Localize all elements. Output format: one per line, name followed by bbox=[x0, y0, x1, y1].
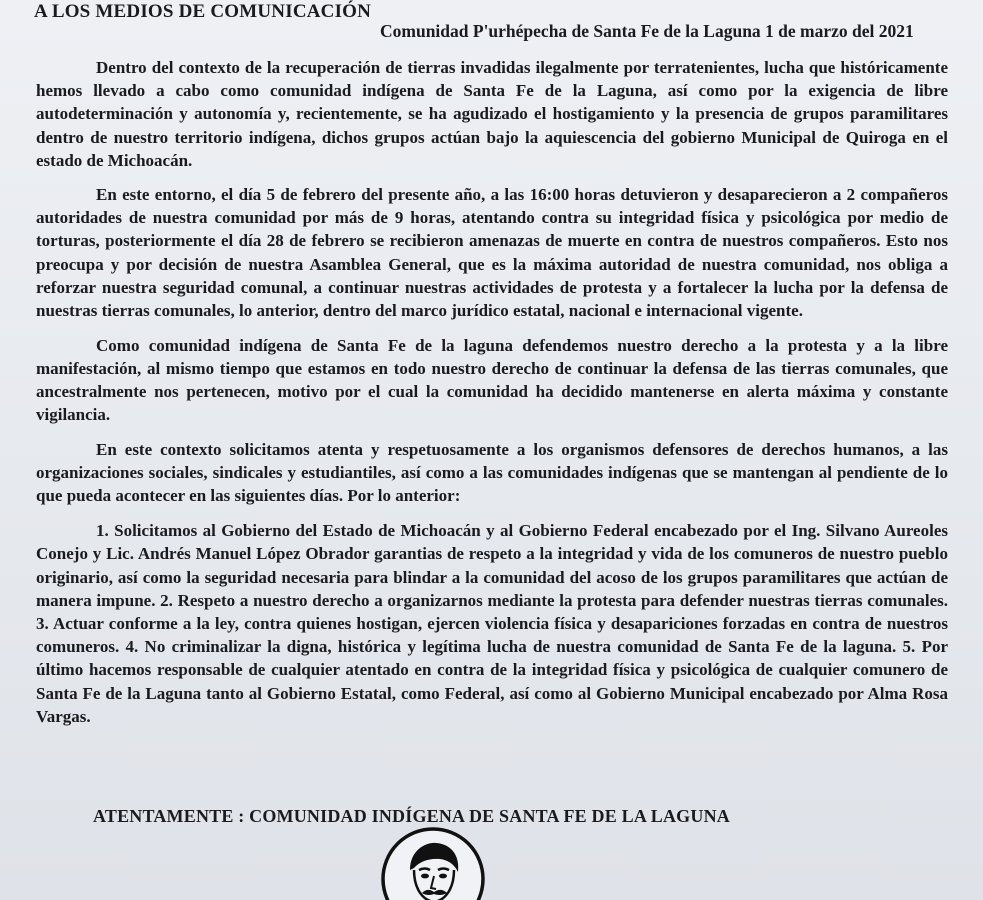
paragraph-demands: 1. Solicitamos al Gobierno del Estado de Michoacán y al Gobierno Federal encabezado por el Ing. Silvano Aureoles Conejo y Lic. Andrés Manuel López Obrador garantias de respeto a la integridad y vida de los comuneros de nuestro pueblo originario, así como la seguridad necesaria para blindar a la comunidad del acoso de los grupos paramilitares que actúan de manera impune. 2. Respeto a nuestro derecho a organizarnos mediante la protesta para defender nuestras tierras comunales. 3. Actuar conforme a la ley, contra quienes hostigan, ejercen violencia física y desapariciones forzadas en contra de nuestros comuneros. 4. No criminalizar la digna, histórica y legítima lucha de nuestra comunidad de Santa Fe de la laguna. 5. Por último hacemos responsable de cualquier atentado en contra de la integridad física y psicológica de cualquier comunero de Santa Fe de la Laguna tanto al Gobierno Estatal, como Federal, así como al Gobierno Municipal encabezado por Alma Rosa Vargas. bbox=[36, 521, 948, 726]
letter-body bbox=[36, 56, 948, 739]
paragraph-rights: Como comunidad indígena de Santa Fe de la laguna defendemos nuestro derecho a la protesta y a la libre manifestación, al mismo tiempo que estamos en todo nuestro derecho de continuar la defensa de las tierras comunales, que ancestralmente nos pertenecen, motivo por el cual la comunidad ha decidido mantenerse en alerta máxima y constante vigilancia. bbox=[36, 335, 948, 425]
portrait-seal-icon bbox=[380, 826, 486, 900]
addressee-heading: A LOS MEDIOS DE COMUNICACIÓN bbox=[34, 1, 372, 22]
paragraph-context: Dentro del contexto de la recuperación de tierras invadidas ilegalmente por terratenientes, lucha que históricamente hemos llevado a cabo como comunidad indígena de Santa Fe de la Laguna, así como por la exigencia de libre autodeterminación y autonomía y, recientemente, se ha agudizado el hostigamiento y la presencia de grupos paramilitares dentro de nuestro territorio indígena, dichos grupos actúan bajo la aquiescencia del gobierno Municipal de Quiroga en el estado de Michoacán. bbox=[36, 58, 948, 170]
signoff-line: ATENTAMENTE : COMUNIDAD INDÍGENA DE SANTA FE DE LA LAGUNA bbox=[93, 806, 730, 826]
paragraph-events: En este entorno, el día 5 de febrero del presente año, a las 16:00 horas detuvieron y desaparecieron a 2 compañeros autoridades de nuestra comunidad por más de 9 horas, atentando contra su integridad física y psicológica por medio de torturas, posteriormente el día 28 de febrero se recibieron amenazas de muerte en contra de nuestros compañeros. Esto nos preocupa y por decisión de nuestra Asamblea General, que es la máxima autoridad de nuestra comunidad, nos obliga a reforzar nuestra seguridad comunal, a continuar nuestras actividades de protesta y a fortalecer la lucha por la defensa de nuestras tierras comunales, lo anterior, dentro del marco jurídico estatal, nacional e internacional vigente. bbox=[36, 185, 948, 321]
paragraph-request: En este contexto solicitamos atenta y respetuosamente a los organismos defensores de derechos humanos, a las organizaciones sociales, sindicales y estudiantiles, así como a las comunidades indígenas que se mantengan al pendiente de lo que pueda acontecer en las siguientes días. Por lo anterior: bbox=[36, 440, 948, 506]
dateline: Comunidad P'urhépecha de Santa Fe de la Laguna 1 de marzo del 2021 bbox=[380, 21, 914, 41]
